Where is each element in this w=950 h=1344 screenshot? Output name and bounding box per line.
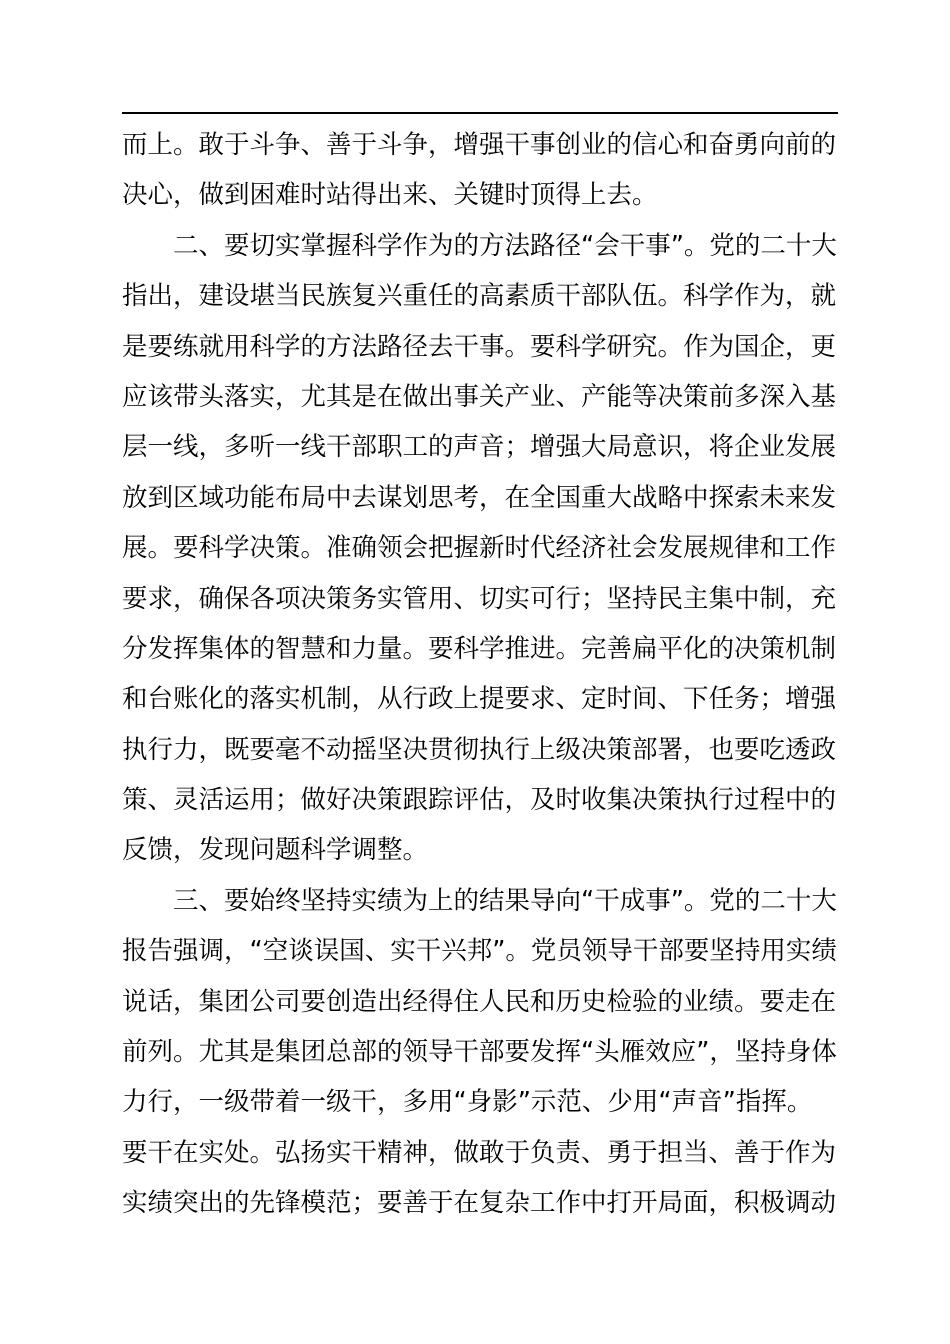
text-line-15: 反馈，发现问题科学调整。: [122, 835, 429, 866]
header-rule: [122, 112, 838, 114]
text-line-5: 是要练就用科学的方法路径去干事。要科学研究。作为国企，更: [122, 331, 837, 362]
text-line-7: 层一线，多听一线干部职工的声音；增强大局意识，将企业发展: [122, 432, 837, 463]
text-line-19: 前列。尤其是集团总部的领导干部要发挥“头雁效应”，坚持身体: [122, 1037, 837, 1068]
text-line-9: 展。要科学决策。准确领会把握新时代经济社会发展规律和工作: [122, 533, 837, 564]
text-line-21: 要干在实处。弘扬实干精神，做敢于负责、勇于担当、善于作为: [122, 1137, 837, 1168]
text-line-18: 说话，集团公司要创造出经得住人民和历史检验的业绩。要走在: [122, 986, 837, 1017]
text-line-13: 执行力，既要毫不动摇坚决贯彻执行上级决策部署，也要吃透政: [122, 734, 837, 765]
text-line-11: 分发挥集体的智慧和力量。要科学推进。完善扁平化的决策机制: [122, 633, 837, 664]
text-line-6: 应该带头落实，尤其是在做出事关产业、产能等决策前多深入基: [122, 381, 837, 412]
section-three-heading-line: 三、要始终坚持实绩为上的结果导向“干成事”。党的二十大: [173, 885, 837, 916]
text-line-14: 策、灵活运用；做好决策跟踪评估，及时收集决策执行过程中的: [122, 785, 837, 816]
text-line-17: 报告强调，“空谈误国、实干兴邦”。党员领导干部要坚持用实绩: [122, 936, 837, 967]
text-line-2: 决心，做到困难时站得出来、关键时顶得上去。: [122, 180, 658, 211]
text-line-12: 和台账化的落实机制，从行政上提要求、定时间、下任务；增强: [122, 684, 837, 715]
document-body: [122, 120, 838, 1229]
text-line-10: 要求，确保各项决策务实管用、切实可行；坚持民主集中制，充: [122, 583, 837, 614]
section-two-heading-line: 二、要切实掌握科学作为的方法路径“会干事”。党的二十大: [173, 230, 837, 261]
text-line-1: 而上。敢于斗争、善于斗争，增强干事创业的信心和奋勇向前的: [122, 130, 837, 160]
text-line-20: 力行，一级带着一级干，多用“身影”示范、少用“声音”指挥。: [122, 1087, 813, 1118]
text-line-4: 指出，建设堪当民族复兴重任的高素质干部队伍。科学作为，就: [122, 281, 837, 312]
text-line-8: 放到区域功能布局中去谋划思考，在全国重大战略中探索未来发: [122, 482, 837, 513]
text-line-22: 实绩突出的先锋模范；要善于在复杂工作中打开局面，积极调动: [122, 1188, 837, 1219]
